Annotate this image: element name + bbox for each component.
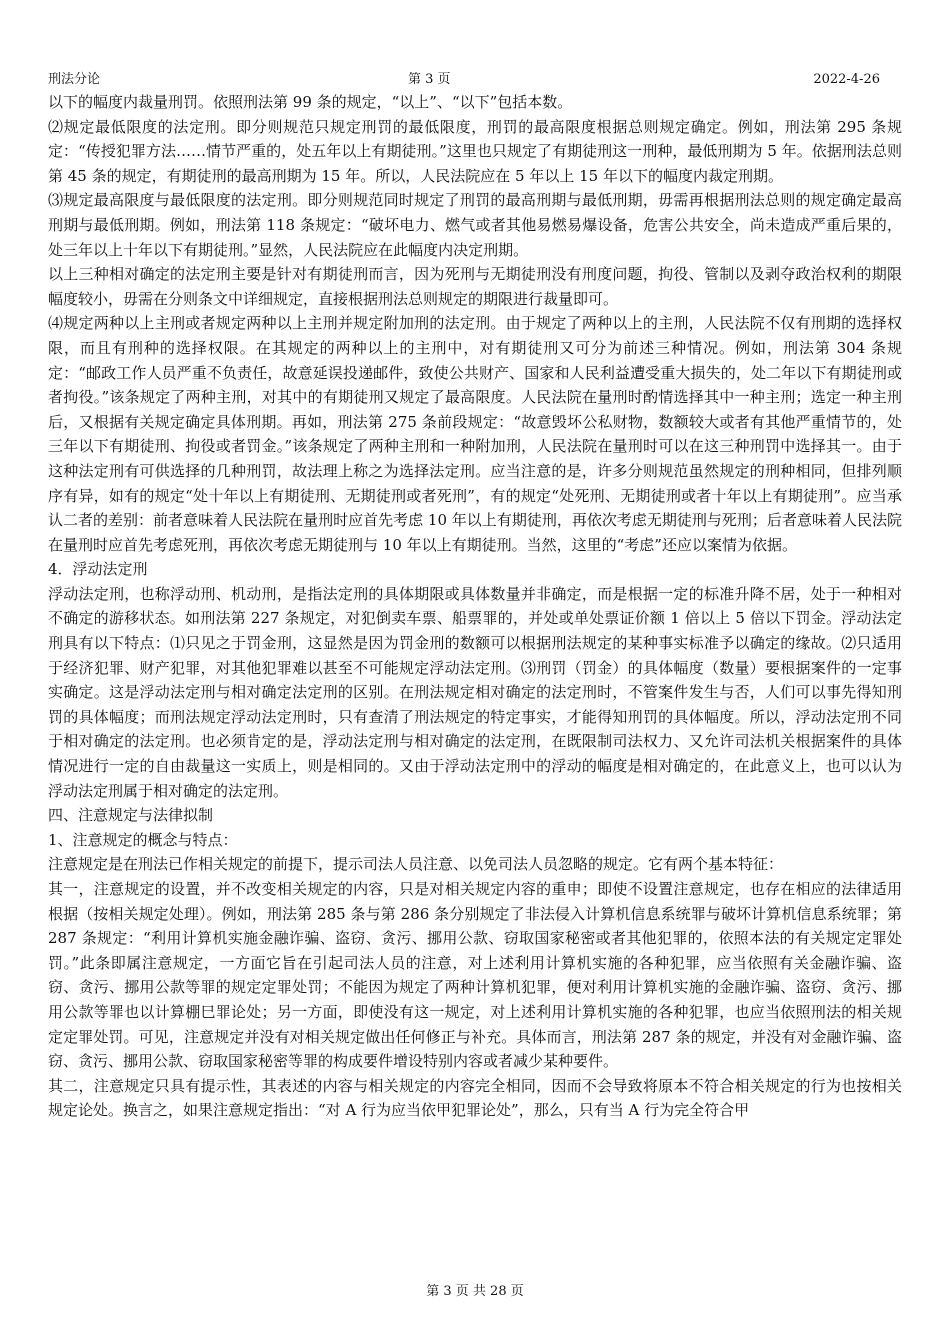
section-heading: 四、注意规定与法律拟制 — [48, 806, 214, 825]
paragraph: ⑷规定两种以上主刑或者规定两种以上主刑并规定附加刑的法定刑。由于规定了两种以上的主刑，人民法院不仅有刑期的选择权限，而且有刑种的选择权限。在其规定的两种以上的主刑中，对有期徒刑又可分为前述三种情况。例如，刑法第 304 条规定：“邮政工作人员严重不负责任，故意延误投递邮件，致使公共财产、国家和人民利益遭受重大损失的，处二年以下有期徒刑或者拘役。”该条规定了两种主刑，对其中的有期徒刑又规定了最高限度。人民法院在量刑时酌情选择其中一种主刑；选定一种主刑后，又根据有关规定确定具体刑期。再如，刑法第 275 条前段规定：“故意毁坏公私财物，数额较大或者有其他严重情节的，处三年以下有期徒刑、拘役或者罚金。”该条规定了两种主刑和一种附加刑，人民法院在量刑时可以在这三种刑罚中选择其一。由于这种法定刑有可供选择的几种刑罚，故法理上称之为选择法定刑。应当注意的是，许多分则规范虽然规定的刑种相同，但排列顺序有异，如有的规定“处十年以上有期徒刑、无期徒刑或者死刑”，有的规定“处死刑、无期徒刑或者十年以上有期徒刑”。应当承认二者的差别：前者意味着人民法院在量刑时应首先考虑 10 年以上有期徒刑，再依次考虑无期徒刑与死刑；后者意味着人民法院在量刑时应首先考虑死刑，再依次考虑无期徒刑与 10 年以上有期徒刑。当然，这里的“考虑”还应以案情为依据。 — [48, 314, 902, 554]
paragraph: ⑶规定最高限度与最低限度的法定刑。即分则规范同时规定了刑罚的最高刑期与最低刑期，毋需再根据刑法总则的规定确定最高刑期与最低刑期。例如，刑法第 118 条规定：“破坏电力、燃气或者其他易燃易爆设备，危害公共安全，尚未造成严重后果的，处三年以上十年以下有期徒刑。”显然，人民法院应在此幅度内决定刑期。 — [48, 191, 902, 259]
paragraph: 以上三种相对确定的法定刑主要是针对有期徒刑而言，因为死刑与无期徒刑没有刑度问题，拘役、管制以及剥夺政治权利的期限幅度较小，毋需在分则条文中详细规定，直接根据刑法总则规定的期限进行裁量即可。 — [48, 265, 902, 308]
header-date: 2022-4-26 — [813, 72, 880, 87]
header-page-number: 第 3 页 — [408, 72, 451, 87]
document-body — [48, 90, 902, 1123]
paragraph: ⑵规定最低限度的法定刑。即分则规范只规定刑罚的最低限度，刑罚的最高限度根据总则规定确定。例如，刑法第 295 条规定：“传授犯罪方法……情节严重的，处五年以上有期徒刑。”这里也只规定了有期徒刑这一刑种，最低刑期为 5 年。依据刑法总则第 45 条的规定，有期徒刑的最高刑期为 15 年。所以，人民法院应在 5 年以上 15 年以下的幅度内裁定刑期。 — [48, 117, 902, 185]
section-heading: 1、注意规定的概念与特点： — [48, 830, 238, 849]
paragraph: 以下的幅度内裁量刑罚。依照刑法第 99 条的规定，“以上”、“以下”包括本数。 — [48, 93, 573, 111]
paragraph: 其一，注意规定的设置，并不改变相关规定的内容，只是对相关规定内容的重申；即使不设置注意规定，也存在相应的法律适用根据（按相关规定处理）。例如，刑法第 285 条与第 286 条分别规定了非法侵入计算机信息系统罪与破坏计算机信息系统罪；第 287 条规定：“利用计算机实施金融诈骗、盗窃、贪污、挪用公款、窃取国家秘密或者其他犯罪的，依照本法的有关规定定罪处罚。”此条即属注意规定，一方面它旨在引起司法人员的注意，对上述利用计算机实施的各种犯罪，应当依照有关金融诈骗、盗窃、贪污、挪用公款等罪的规定定罪处罚；不能因为规定了两种计算机犯罪，便对利用计算机实施的金融诈骗、盗窃、贪污、挪用公款等罪也以计算棚巳罪论处；另一方面，即使没有这一规定，对上述利用计算机实施的各种犯罪，也应当依照刑法的相关规定定罪处罚。可见，注意规定并没有对相关规定做出任何修正与补充。具体而言，刑法第 287 条的规定，并没有对金融诈骗、盗窃、贪污、挪用公款、窃取国家秘密等罪的构成要件增设特别内容或者减少某种要件。 — [48, 880, 902, 1071]
header-doc-title: 刑法分论 — [48, 72, 101, 87]
section-heading: 4．浮动法定刑 — [48, 560, 148, 579]
paragraph: 其二，注意规定只具有提示性，其表述的内容与相关规定的内容完全相同，因而不会导致将原本不符合相关规定的行为也按相关规定论处。换言之，如果注意规定指出：“对 A 行为应当依甲犯罪论处”，那么，只有当 A 行为完全符合甲 — [48, 1076, 902, 1120]
paragraph: 注意规定是在刑法已作相关规定的前提下，提示司法人员注意、以免司法人员忽略的规定。它有两个基本特征： — [48, 855, 784, 874]
paragraph: 浮动法定刑，也称浮动刑、机动刑，是指法定刑的具体期限或具体数量并非确定，而是根据一定的标准升降不居，处于一种相对不确定的游移状态。如刑法第 227 条规定，对犯倒卖车票、船票罪的，并处或单处票证价额 1 倍以上 5 倍以下罚金。浮动法定刑具有以下特点：⑴只见之于罚金刑，这显然是因为罚金刑的数额可以根据刑法规定的某种事实标准予以确定的缘故。⑵只适用于经济犯罪、财产犯罪，对其他犯罪难以甚至不可能规定浮动法定刑。⑶刑罚（罚金）的具体幅度（数量）要根据案件的一定事实确定。这是浮动法定刑与相对确定法定刑的区别。在刑法规定相对确定的法定刑时，不管案件发生与否，人们可以事先得知刑罚的具体幅度；而刑法规定浮动法定刑时，只有查清了刑法规定的特定事实，才能得知刑罚的具体幅度。所以，浮动法定刑不同于相对确定的法定刑。也必须肯定的是，浮动法定刑与相对确定的法定刑，在既限制司法权力、又允许司法机关根据案件的具体情况进行一定的自由裁量这一实质上，则是相同的。又由于浮动法定刑中的浮动的幅度是相对确定的，在此意义上，也可以认为浮动法定刑属于相对确定的法定刑。 — [48, 584, 902, 800]
page-header — [48, 70, 880, 90]
page-footer: 第 3 页 共 28 页 — [426, 1284, 524, 1299]
